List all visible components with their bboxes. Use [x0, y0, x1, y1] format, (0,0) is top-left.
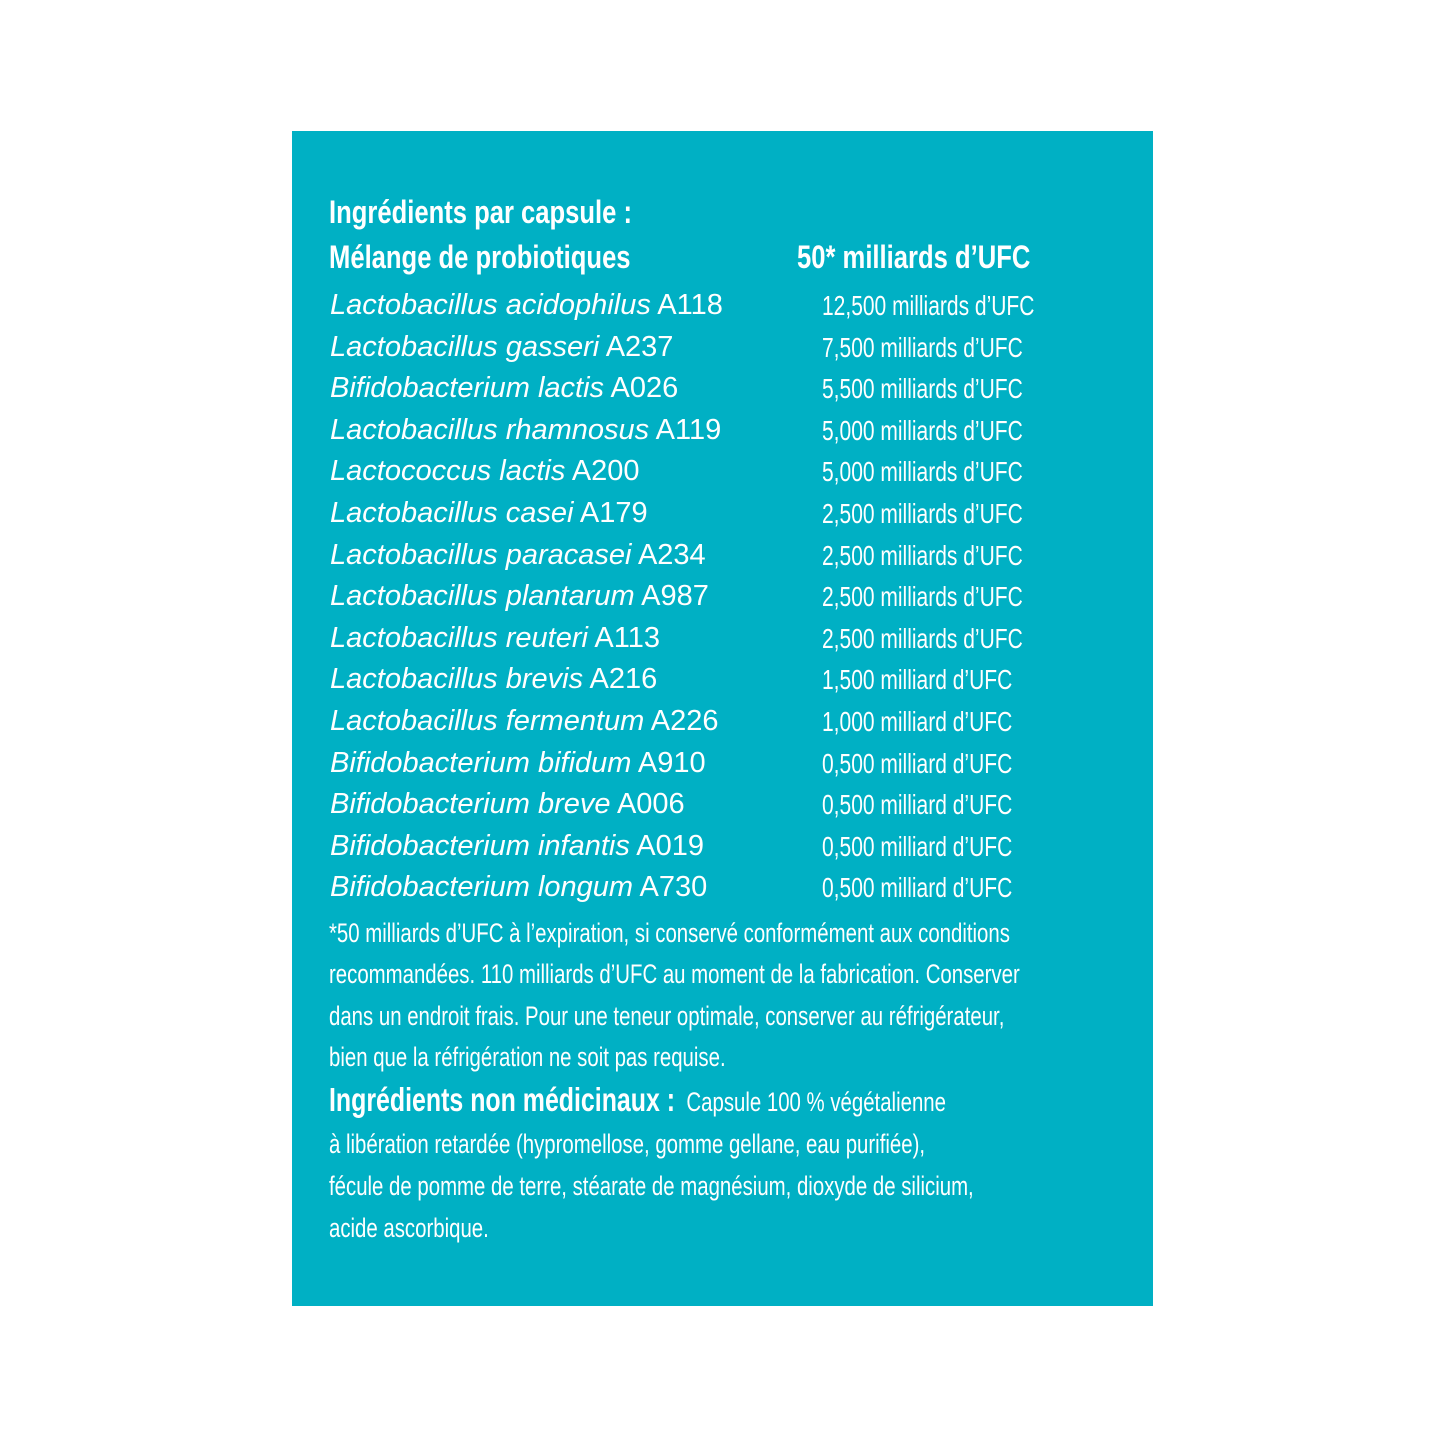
strain-code: A216: [589, 663, 658, 696]
strain-row: [329, 661, 1049, 703]
strain-species: gasseri: [505, 330, 600, 363]
blend-row: [329, 233, 1049, 287]
strain-amount: 7,500 milliards d’UFC: [822, 331, 1023, 363]
strain-species: brevis: [505, 663, 584, 696]
strain-code: A730: [639, 871, 708, 904]
strain-name: [330, 497, 648, 530]
strain-amount: 5,000 milliards d’UFC: [822, 456, 1023, 488]
ingredients-content: [329, 191, 1049, 1249]
strain-code: A910: [637, 746, 706, 779]
strain-genus: Lactobacillus: [330, 621, 498, 654]
strain-amount: 5,500 milliards d’UFC: [822, 373, 1023, 405]
strain-amount: 12,500 milliards d’UFC: [822, 290, 1035, 321]
strain-species: breve: [537, 788, 611, 821]
non-medicinal-text: Capsule 100 % végétalienne: [686, 1086, 946, 1117]
blend-amount: 50* milliards d’UFC: [797, 239, 1031, 275]
non-medicinal-line: fécule de pomme de terre, stéarate de magnésium, dioxyde de silicium,: [329, 1170, 974, 1201]
strain-code: A234: [637, 538, 706, 571]
strain-amount: 1,000 milliard d’UFC: [822, 705, 1013, 737]
strain-row: [329, 578, 1049, 620]
strain-code: A019: [636, 829, 705, 862]
strain-row: [329, 745, 1049, 787]
strain-species: infantis: [537, 829, 630, 862]
strain-amount: 0,500 milliard d’UFC: [822, 872, 1013, 904]
strain-genus: Bifidobacterium: [330, 788, 530, 821]
strain-name: [330, 372, 678, 405]
strain-species: fermentum: [505, 704, 645, 737]
strain-species: lactis: [537, 372, 605, 405]
non-medicinal-title: Ingrédients non médicinaux :: [329, 1080, 676, 1118]
strain-species: casei: [505, 496, 574, 529]
strain-row: [329, 329, 1049, 371]
strain-amount: 0,500 milliard d’UFC: [822, 747, 1013, 779]
strain-genus: Lactococcus: [330, 455, 492, 488]
strain-amount: 0,500 milliard d’UFC: [822, 789, 1013, 821]
strain-amount: 1,500 milliard d’UFC: [822, 664, 1013, 696]
strain-name: [330, 455, 640, 488]
strain-genus: Bifidobacterium: [330, 871, 530, 904]
strain-species: longum: [537, 871, 634, 904]
strain-genus: Lactobacillus: [330, 496, 498, 529]
non-medicinal-line: à libération retardée (hypromellose, gomme gellane, eau purifiée),: [329, 1128, 926, 1159]
strain-genus: Bifidobacterium: [330, 829, 530, 862]
strain-genus: Lactobacillus: [330, 663, 498, 696]
strain-code: A987: [641, 580, 709, 613]
strain-amount: 2,500 milliards d’UFC: [822, 581, 1023, 613]
footnote-line: bien que la réfrigération ne soit pas requise.: [329, 1042, 726, 1073]
strain-name: [330, 414, 721, 447]
strain-genus: Bifidobacterium: [330, 372, 530, 405]
strain-row: [329, 495, 1049, 537]
strain-name: [330, 871, 707, 904]
strain-row: [329, 828, 1049, 870]
strain-amount: 5,000 milliards d’UFC: [822, 414, 1023, 446]
strain-row: [329, 620, 1049, 662]
strain-species: lactis: [499, 455, 566, 488]
strain-genus: Lactobacillus: [330, 330, 498, 363]
strain-species: plantarum: [505, 580, 635, 613]
strain-name: [330, 747, 706, 780]
strain-amount: 2,500 milliards d’UFC: [822, 539, 1023, 571]
strain-code: A200: [571, 455, 640, 488]
strain-species: acidophilus: [505, 289, 651, 321]
strain-name: [330, 289, 723, 322]
strain-amount: 0,500 milliard d’UFC: [822, 830, 1013, 862]
strain-species: reuteri: [505, 621, 588, 654]
strain-code: A226: [650, 704, 719, 737]
strain-amount: 2,500 milliards d’UFC: [822, 497, 1023, 529]
strain-genus: Lactobacillus: [330, 580, 498, 613]
footnote-line: *50 milliards d’UFC à l’expiration, si conservé conformément aux conditions: [329, 917, 1010, 948]
strain-list: [329, 287, 1049, 911]
strain-name: [330, 331, 673, 364]
blend-name: Mélange de probiotiques: [329, 239, 631, 275]
strain-genus: Lactobacillus: [330, 704, 498, 737]
strain-code: A119: [655, 413, 722, 446]
footnote-line: dans un endroit frais. Pour une teneur optimale, conserver au réfrigérateur,: [329, 1000, 1005, 1031]
ingredients-panel: [292, 131, 1153, 1306]
strain-row: [329, 370, 1049, 412]
strain-code: A006: [616, 788, 685, 821]
non-medicinal-first-line: [329, 1079, 1031, 1123]
strain-name: [330, 539, 706, 572]
footnote-line: recommandées. 110 milliards d’UFC au moment de la fabrication. Conserver: [329, 959, 1020, 990]
strain-genus: Lactobacillus: [330, 413, 498, 446]
strain-row: [329, 786, 1049, 828]
strain-name: [330, 663, 657, 696]
strain-row: [329, 453, 1049, 495]
strain-species: bifidum: [537, 746, 632, 779]
non-medicinal-line: acide ascorbique.: [329, 1212, 489, 1243]
strain-code: A026: [610, 372, 679, 405]
strain-name: [330, 830, 704, 863]
strain-row: [329, 869, 1049, 911]
strain-code: A237: [605, 330, 674, 363]
strain-name: [330, 705, 719, 738]
strain-genus: Lactobacillus: [330, 538, 498, 571]
strain-code: A118: [657, 289, 723, 321]
strain-row: [329, 412, 1049, 454]
strain-genus: Lactobacillus: [330, 289, 498, 321]
strain-row: [329, 537, 1049, 579]
strain-code: A179: [579, 496, 648, 529]
strain-amount: 2,500 milliards d’UFC: [822, 622, 1023, 654]
strain-species: rhamnosus: [505, 413, 650, 446]
strain-row: [329, 703, 1049, 745]
strain-genus: Bifidobacterium: [330, 746, 530, 779]
strain-row: [329, 287, 1049, 329]
strain-name: [330, 580, 709, 613]
strain-name: [330, 788, 685, 821]
ingredients-heading: Ingrédients par capsule :: [329, 194, 633, 230]
non-medicinal-section: [329, 1079, 1031, 1249]
strain-species: paracasei: [505, 538, 632, 571]
storage-footnote: [329, 913, 1031, 1079]
strain-name: [330, 622, 660, 655]
strain-code: A113: [594, 621, 660, 654]
